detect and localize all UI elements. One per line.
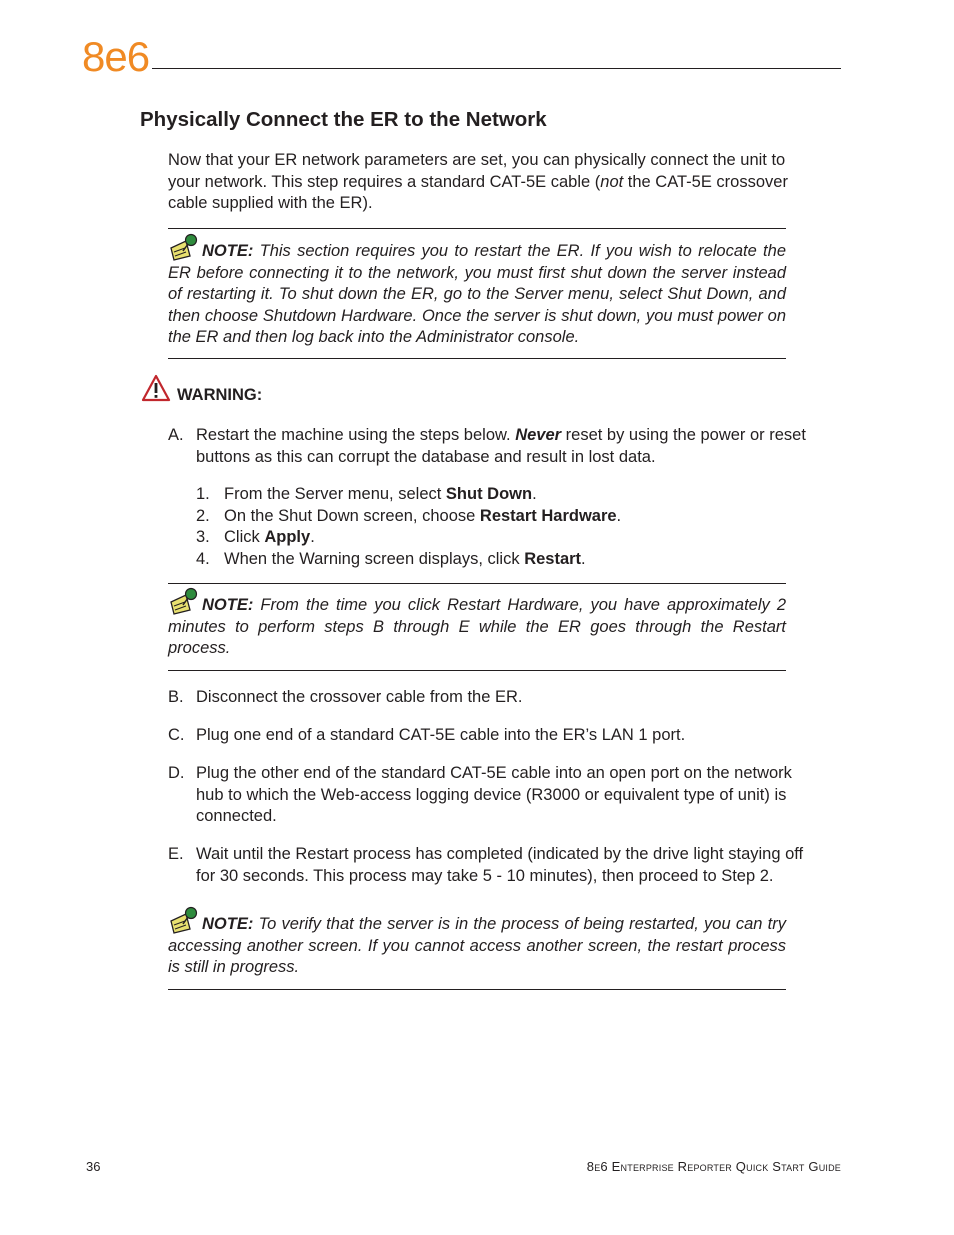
item-e-line-2: for 30 seconds. This process may take 5 - 10 minutes), then proceed to Step 2. (196, 866, 774, 885)
step-number: 3. (196, 528, 210, 546)
warning-triangle-icon (141, 374, 171, 402)
note-label: NOTE: (202, 596, 254, 614)
item-b-text: Disconnect the crossover cable from the ER. (196, 688, 523, 706)
warning-label: WARNING: (177, 386, 263, 404)
step-number: 2. (196, 507, 210, 525)
note-text: To verify that the server is in the process of being restarted, you can try accessing another screen. If you cannot access another screen, the restart process is still in progress. (168, 915, 786, 976)
item-a-line-1 (196, 425, 836, 447)
item-a-text-part: Restart the machine using the steps below. (196, 426, 516, 444)
step-text (224, 485, 537, 504)
section-title: Physically Connect the ER to the Network (140, 108, 547, 131)
item-e-text (196, 844, 846, 887)
step-bold: Shut Down (445, 485, 533, 503)
step-number: 1. (196, 485, 210, 503)
note-pin-icon (168, 586, 200, 612)
item-a-text (196, 425, 836, 468)
item-d-text (196, 763, 846, 828)
item-a-line-2: buttons as this can corrupt the database and result in lost data. (196, 447, 656, 466)
note-rule-bottom (168, 670, 786, 671)
step-post: . (581, 550, 586, 568)
step-post: . (532, 485, 537, 503)
item-c-text: Plug one end of a standard CAT-5E cable into the ER’s LAN 1 port. (196, 726, 686, 744)
item-d-line-3: connected. (196, 807, 277, 825)
note-pin-icon (168, 905, 200, 931)
item-a-letter: A. (168, 426, 184, 444)
guide-title: 8e6 Enterprise Reporter Quick Start Guide (586, 1159, 841, 1174)
step-post: . (310, 528, 315, 546)
intro-text: your network. This step requires a standard CAT-5E cable ( (168, 172, 601, 191)
step-text (224, 528, 315, 547)
item-d-line-2: hub to which the Web-access logging device (R3000 or equivalent type of unit) is (196, 785, 787, 804)
intro-line-2 (168, 172, 828, 194)
item-e-letter: E. (168, 845, 184, 863)
intro-line-3: cable supplied with the ER). (168, 194, 373, 212)
item-b-letter: B. (168, 688, 184, 706)
intro-line-1: Now that your ER network parameters are set, you can physically connect the unit to (168, 151, 786, 169)
step-pre: On the Shut Down screen, choose (224, 507, 480, 525)
intro-paragraph (168, 150, 828, 215)
step-pre: Click (224, 528, 265, 546)
note-text: This section requires you to restart the ER. If you wish to relocate the ER before connecting it to the network, you must first shut down the server instead of restarting it. To shut down the ER, go to the Server menu, select Shut Down, and then choose Shutdown Hardware. Once the server is shut down, you must power on the ER and then log back into the Administrator console. (168, 242, 786, 346)
step-bold: Restart (524, 550, 582, 568)
intro-text: the CAT-5E crossover (623, 172, 788, 191)
brand-logo: 8e6 (82, 33, 150, 80)
note-block-2 (168, 586, 786, 660)
step-bold: Restart Hardware (479, 507, 617, 525)
item-a-emphasis: Never (515, 426, 562, 444)
step-text (224, 550, 586, 569)
note-rule-bottom (168, 358, 786, 359)
header-rule (152, 68, 841, 69)
step-number: 4. (196, 550, 210, 568)
step-pre: From the Server menu, select (224, 485, 446, 503)
note-rule-top (168, 583, 786, 584)
step-post: . (616, 507, 622, 525)
note-block-1 (168, 232, 786, 349)
item-c-letter: C. (168, 726, 185, 744)
page-number: 36 (86, 1159, 101, 1174)
step-text (224, 507, 621, 526)
note-text: From the time you click Restart Hardware, you have approximately 2 minutes to perform steps B through E while the ER goes through the Restart process. (168, 596, 786, 657)
intro-emphasis: not (600, 172, 624, 191)
step-pre: When the Warning screen displays, click (224, 550, 525, 568)
note-rule-bottom (168, 989, 786, 990)
item-e-line-1: Wait until the Restart process has completed (indicated by the drive light staying off (196, 845, 804, 863)
note-label: NOTE: (202, 915, 254, 933)
note-label: NOTE: (202, 242, 254, 260)
item-d-line-1: Plug the other end of the standard CAT-5E cable into an open port on the network (196, 764, 792, 782)
note-block-3 (168, 905, 786, 979)
note-rule-top (168, 228, 786, 229)
item-a-text-part: reset by using the power or reset (561, 426, 806, 444)
item-d-letter: D. (168, 764, 185, 782)
note-pin-icon (168, 232, 200, 258)
step-bold: Apply (264, 528, 311, 546)
